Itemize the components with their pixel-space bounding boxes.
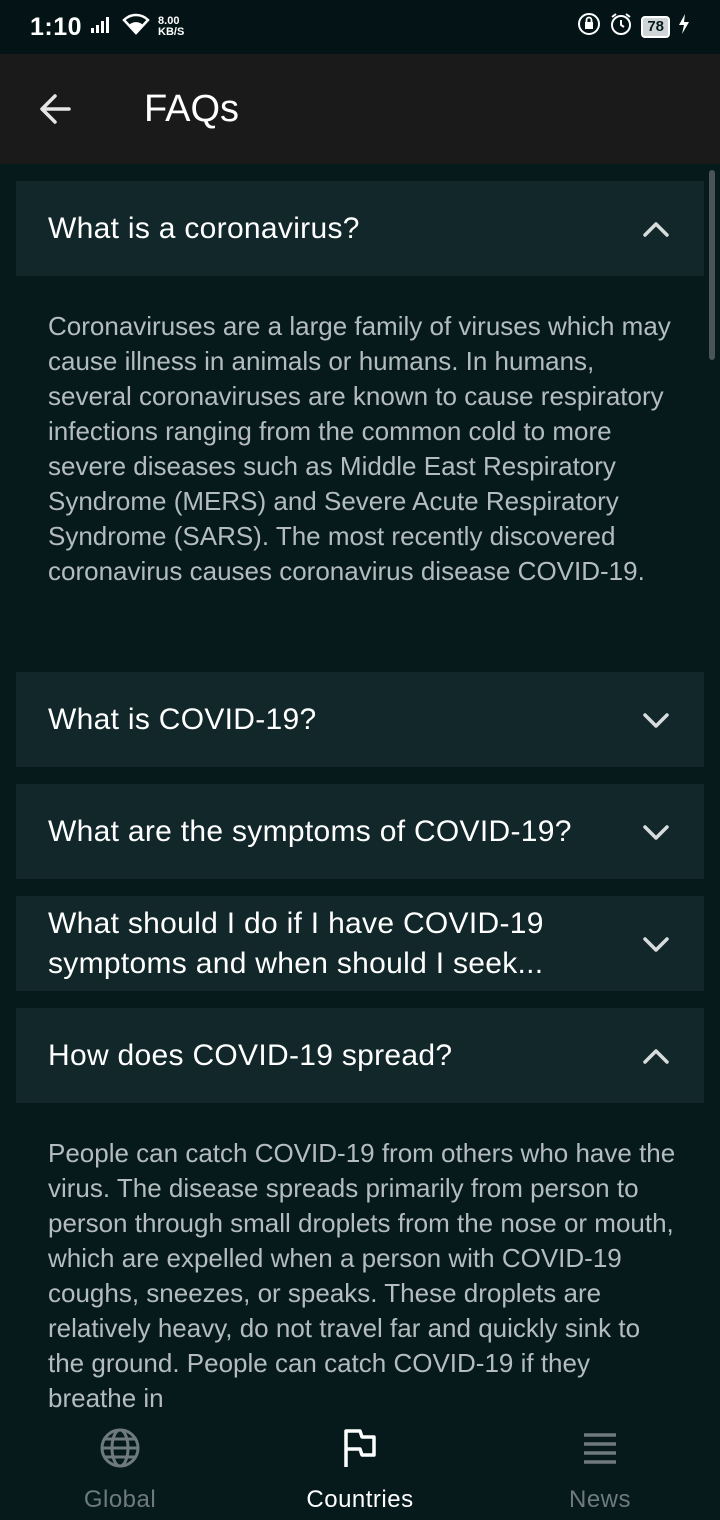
battery-level: 78 bbox=[641, 16, 670, 38]
speed-value: 8.00 bbox=[158, 15, 180, 27]
nav-label-news: News bbox=[568, 1486, 631, 1513]
faq-item-spread[interactable] bbox=[16, 1008, 704, 1103]
faq-item-coronavirus[interactable] bbox=[16, 181, 704, 276]
bottom-navigation bbox=[0, 1418, 720, 1520]
faq-question: How does COVID-19 spread? bbox=[48, 1038, 453, 1072]
status-time: 1:10 bbox=[30, 12, 83, 41]
chevron-down-icon[interactable] bbox=[638, 814, 674, 850]
chevron-down-icon[interactable] bbox=[638, 702, 674, 738]
faq-question: What should I do if I have COVID-19 symptoms and when should I seek... bbox=[48, 906, 544, 980]
faq-item-what-to-do[interactable] bbox=[16, 896, 704, 991]
alarm-icon bbox=[609, 12, 633, 43]
faq-item-what-is-covid[interactable] bbox=[16, 672, 704, 767]
faq-item-symptoms[interactable] bbox=[16, 784, 704, 879]
faq-question: What is a coronavirus? bbox=[48, 211, 360, 245]
back-button[interactable] bbox=[0, 54, 110, 164]
faq-answer: People can catch COVID-19 from others who have the virus. The disease spreads primarily from person to person through small droplets from the nose or mouth, which are expelled when a person with COVID-19 coughs, sneezes, or speaks. These droplets are relatively heavy, do not travel far and quickly sink to the ground. People can catch COVID-19 if they breathe in bbox=[48, 1138, 676, 1413]
nav-countries[interactable] bbox=[240, 1418, 480, 1520]
flag-icon bbox=[338, 1426, 382, 1470]
page-title: FAQs bbox=[144, 87, 240, 130]
faq-question: What is COVID-19? bbox=[48, 702, 317, 736]
faq-question: What are the symptoms of COVID-19? bbox=[48, 814, 572, 848]
nav-label-global: Global bbox=[83, 1486, 157, 1513]
globe-icon bbox=[98, 1426, 142, 1470]
faq-answer: Coronaviruses are a large family of viruses which may cause illness in animals or humans. In humans, several coronaviruses are known to cause respiratory infections ranging from the common cold to more severe diseases such as Middle East Respiratory Syndrome (MERS) and Severe Acute Respiratory Syndrome (SARS). The most recently discovered coronavirus causes coronavirus disease COVID-19. bbox=[48, 311, 671, 586]
nav-global[interactable] bbox=[0, 1418, 240, 1520]
network-speed bbox=[158, 16, 184, 38]
charging-icon bbox=[678, 13, 690, 41]
news-lines-icon bbox=[578, 1426, 622, 1470]
nav-label-countries: Countries bbox=[306, 1486, 414, 1513]
chevron-up-icon[interactable] bbox=[638, 211, 674, 247]
signal-icon bbox=[90, 13, 114, 41]
status-bar bbox=[0, 0, 720, 54]
scrollbar[interactable] bbox=[709, 170, 715, 360]
speed-unit: KB/S bbox=[158, 26, 185, 38]
rotation-lock-icon bbox=[577, 12, 601, 43]
nav-news[interactable] bbox=[480, 1418, 720, 1520]
status-right bbox=[577, 12, 690, 43]
chevron-down-icon[interactable] bbox=[638, 926, 674, 962]
faq-list[interactable] bbox=[0, 164, 720, 1418]
wifi-icon bbox=[122, 13, 150, 42]
chevron-up-icon[interactable] bbox=[638, 1038, 674, 1074]
arrow-left-icon bbox=[37, 91, 73, 127]
status-left bbox=[30, 13, 184, 42]
app-bar bbox=[0, 54, 720, 164]
